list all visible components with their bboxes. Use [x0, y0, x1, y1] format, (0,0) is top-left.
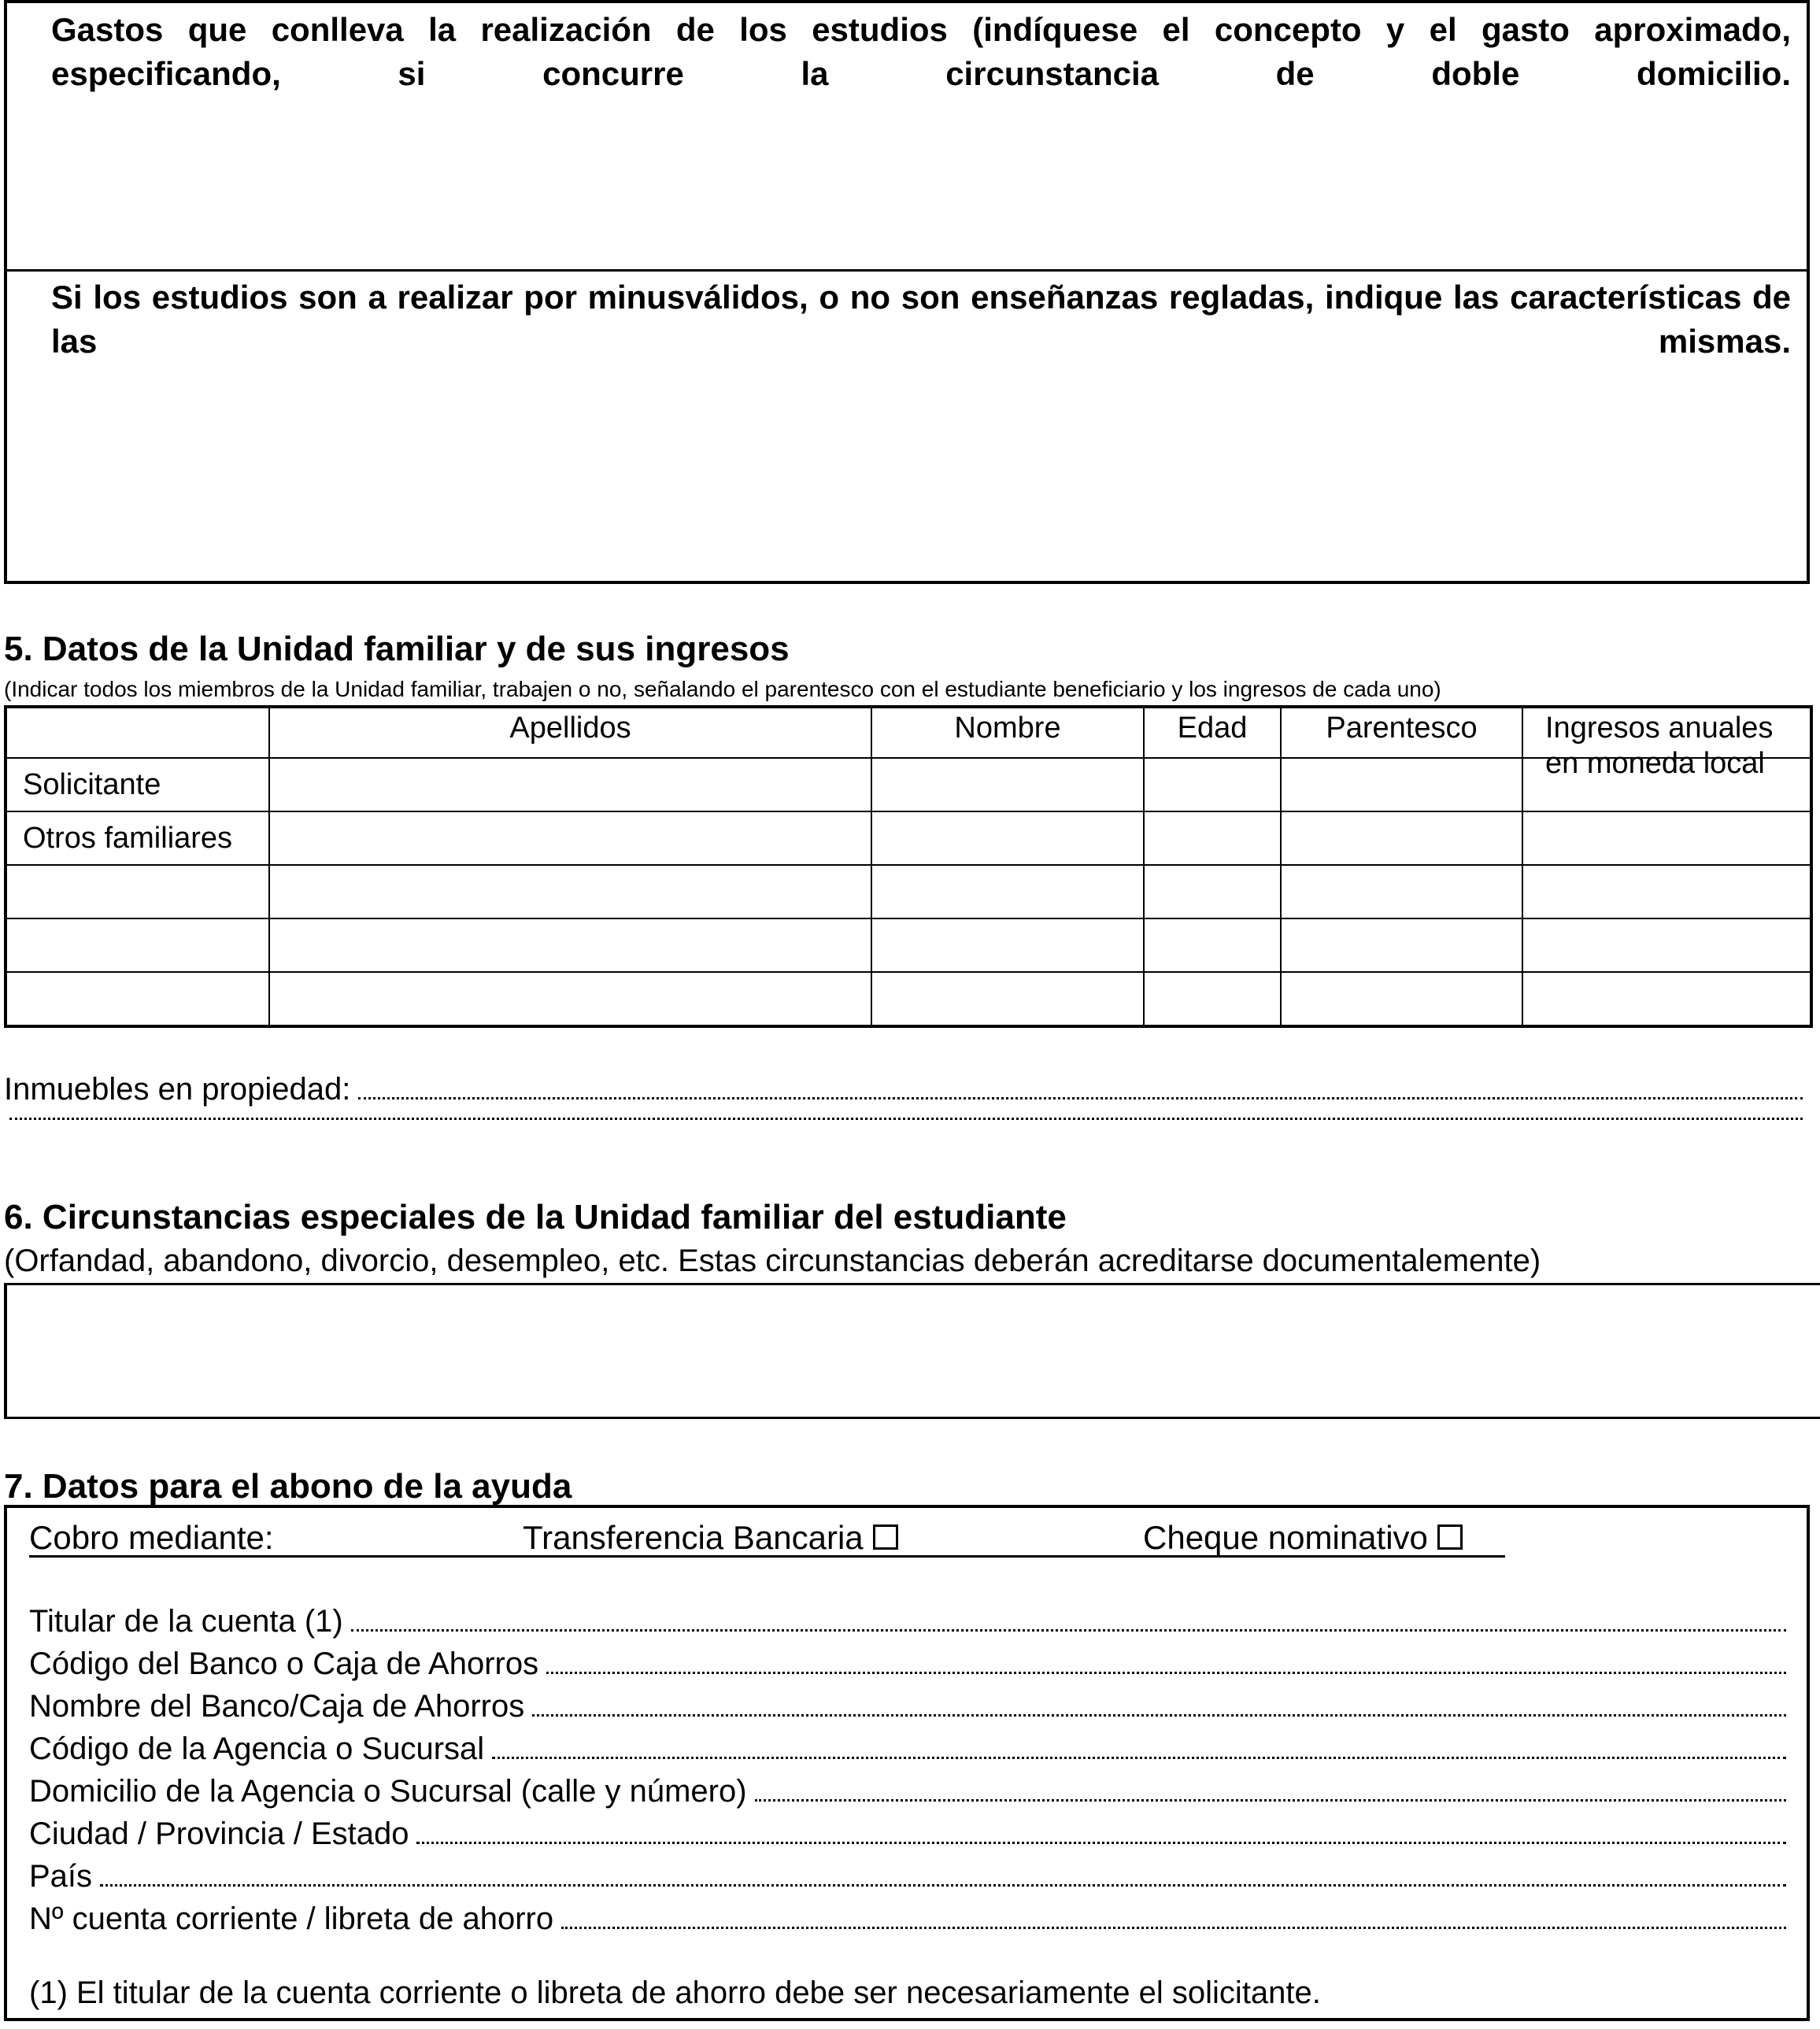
cheque-label: Cheque nominativo	[1143, 1519, 1428, 1556]
table-row	[6, 972, 1811, 1026]
table-cell[interactable]	[269, 865, 871, 918]
section6-box-left	[4, 1283, 7, 1419]
table-row	[6, 758, 1811, 811]
gastos-paragraph: Gastos que conlleva la realización de los estudios (indíquese el concepto y el gasto aproximado, especificando, si concurre la circunstancia de doble domicilio.	[51, 11, 1791, 92]
table-row	[6, 811, 1811, 865]
inmuebles-field-continuation[interactable]	[9, 1118, 1803, 1123]
pais-label: País	[29, 1859, 93, 1894]
ciudad-label: Ciudad / Provincia / Estado	[29, 1816, 409, 1851]
pais-field[interactable]	[29, 1859, 1786, 1894]
domicilio-agencia-dotted-line[interactable]	[755, 1799, 1786, 1802]
header-blank-cell	[6, 707, 269, 758]
solicitante-apellidos-cell[interactable]	[269, 758, 871, 811]
header-parentesco: Parentesco	[1281, 707, 1522, 758]
family-table	[4, 705, 1813, 1028]
expenses-box	[4, 0, 1810, 584]
table-cell[interactable]	[1522, 972, 1811, 1026]
section7-title: 7. Datos para el abono de la ayuda	[4, 1467, 572, 1506]
table-cell[interactable]	[871, 811, 1144, 865]
header-apellidos: Apellidos	[269, 707, 871, 758]
inmuebles-field[interactable]	[4, 1072, 1803, 1107]
table-row	[6, 918, 1811, 972]
pais-dotted-line[interactable]	[100, 1884, 1786, 1887]
cobro-label: Cobro mediante:	[29, 1519, 274, 1556]
cheque-option[interactable]	[1143, 1519, 1463, 1557]
transferencia-checkbox[interactable]	[873, 1525, 898, 1550]
table-cell[interactable]	[1522, 918, 1811, 972]
minusvalidos-paragraph: Si los estudios son a realizar por minusválidos, o no son enseñanzas regladas, indique las características de las mismas.	[51, 279, 1791, 360]
nombre-banco-dotted-line[interactable]	[532, 1714, 1786, 1717]
table-cell[interactable]	[1281, 865, 1522, 918]
table-cell[interactable]	[1281, 918, 1522, 972]
row-label-otros: Otros familiares	[6, 811, 269, 865]
table-cell[interactable]	[6, 972, 269, 1026]
cheque-checkbox[interactable]	[1437, 1525, 1463, 1550]
section5-subtitle: (Indicar todos los miembros de la Unidad familiar, trabajen o no, señalando el parentesco con el estudiante beneficiario y los ingresos de cada uno)	[4, 677, 1441, 701]
footnote: (1) El titular de la cuenta corriente o libreta de ahorro debe ser necesariamente el solicitante.	[29, 1975, 1321, 2010]
solicitante-nombre-cell[interactable]	[871, 758, 1144, 811]
codigo-banco-label: Código del Banco o Caja de Ahorros	[29, 1646, 539, 1681]
table-cell[interactable]	[1281, 972, 1522, 1026]
row-label-solicitante: Solicitante	[6, 758, 269, 811]
solicitante-edad-cell[interactable]	[1144, 758, 1281, 811]
box-divider	[7, 269, 1807, 272]
section6-input-area[interactable]	[9, 1288, 1812, 1414]
titular-dotted-line[interactable]	[351, 1629, 1786, 1632]
section6-subtitle: (Orfandad, abandono, divorcio, desempleo, etc. Estas circunstancias deberán acreditarse documentalemente)	[4, 1244, 1541, 1278]
nombre-banco-field[interactable]	[29, 1689, 1786, 1724]
table-cell[interactable]	[6, 865, 269, 918]
inmuebles-dotted-line-2[interactable]	[9, 1118, 1803, 1120]
table-cell[interactable]	[1144, 918, 1281, 972]
table-cell[interactable]	[1281, 811, 1522, 865]
table-row	[6, 865, 1811, 918]
ciudad-dotted-line[interactable]	[416, 1842, 1786, 1844]
section5-title: 5. Datos de la Unidad familiar y de sus ingresos	[4, 630, 790, 668]
codigo-agencia-field[interactable]	[29, 1731, 1786, 1767]
inmuebles-label: Inmuebles en propiedad:	[4, 1072, 351, 1107]
table-cell[interactable]	[871, 865, 1144, 918]
payment-box	[4, 1505, 1810, 2021]
header-nombre: Nombre	[871, 707, 1144, 758]
cuenta-dotted-line[interactable]	[561, 1927, 1786, 1929]
domicilio-agencia-field[interactable]	[29, 1774, 1786, 1809]
header-edad: Edad	[1144, 707, 1281, 758]
titular-field[interactable]	[29, 1604, 1786, 1639]
transferencia-option[interactable]	[523, 1519, 898, 1557]
domicilio-agencia-label: Domicilio de la Agencia o Sucursal (calle y número)	[29, 1774, 747, 1809]
cuenta-field[interactable]	[29, 1901, 1786, 1937]
section6-box-top	[4, 1283, 1820, 1285]
table-cell[interactable]	[871, 918, 1144, 972]
table-cell[interactable]	[871, 972, 1144, 1026]
table-cell[interactable]	[1144, 811, 1281, 865]
solicitante-ingresos-cell[interactable]	[1522, 747, 1811, 811]
codigo-agencia-label: Código de la Agencia o Sucursal	[29, 1731, 485, 1766]
cuenta-label: Nº cuenta corriente / libreta de ahorro	[29, 1901, 554, 1936]
transferencia-label: Transferencia Bancaria	[523, 1519, 864, 1556]
ciudad-field[interactable]	[29, 1816, 1786, 1852]
table-cell[interactable]	[269, 918, 871, 972]
table-cell[interactable]	[1144, 972, 1281, 1026]
table-header-row	[6, 707, 1811, 758]
table-cell[interactable]	[1144, 865, 1281, 918]
section6-box-bottom	[4, 1417, 1820, 1419]
codigo-banco-field[interactable]	[29, 1646, 1786, 1682]
codigo-agencia-dotted-line[interactable]	[492, 1757, 1786, 1759]
inmuebles-dotted-line[interactable]	[358, 1097, 1803, 1100]
section6-title: 6. Circunstancias especiales de la Unidad familiar del estudiante	[4, 1198, 1067, 1236]
table-cell[interactable]	[269, 972, 871, 1026]
titular-label: Titular de la cuenta (1)	[29, 1604, 343, 1639]
table-cell[interactable]	[1522, 865, 1811, 918]
table-cell[interactable]	[269, 811, 871, 865]
header-ingresos-line2: en moneda local	[1545, 747, 1765, 780]
table-cell[interactable]	[6, 918, 269, 972]
table-cell[interactable]	[1522, 811, 1811, 865]
nombre-banco-label: Nombre del Banco/Caja de Ahorros	[29, 1689, 525, 1724]
solicitante-parentesco-cell[interactable]	[1281, 758, 1522, 811]
codigo-banco-dotted-line[interactable]	[546, 1672, 1786, 1674]
header-ingresos-line1: Ingresos anuales	[1545, 711, 1774, 745]
